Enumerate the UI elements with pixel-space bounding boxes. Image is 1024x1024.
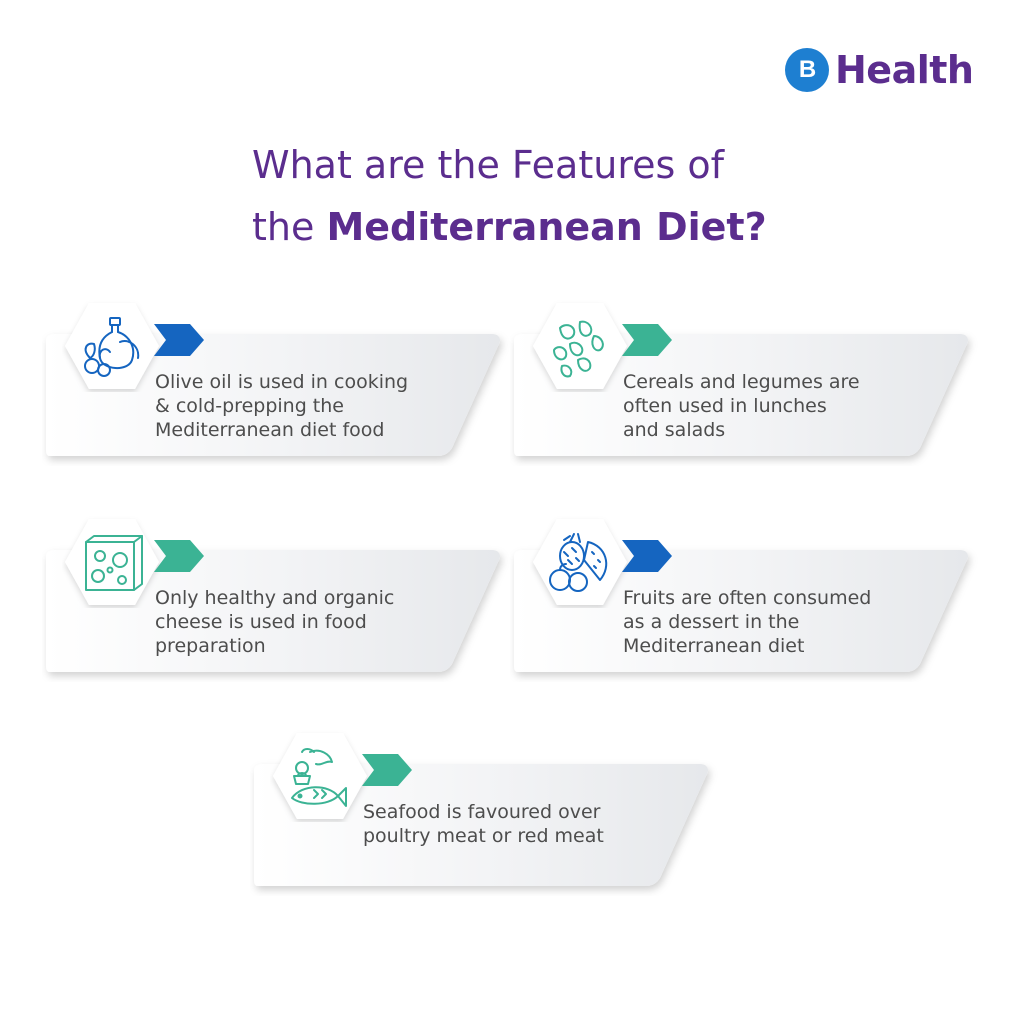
feature-card — [510, 296, 980, 466]
feature-text-line: Cereals and legumes are — [623, 371, 860, 393]
feature-text-line: Fruits are often consumed — [623, 587, 872, 609]
title-line-2-bold: Mediterranean Diet? — [326, 205, 767, 249]
feature-text-line: cheese is used in food — [155, 611, 367, 633]
title-line-2-prefix: the — [252, 205, 327, 249]
feature-card — [250, 726, 720, 896]
seafood-icon — [284, 744, 356, 808]
feature-card — [42, 512, 512, 682]
chevron-right-icon — [622, 538, 674, 574]
feature-text-line: Only healthy and organic — [155, 587, 395, 609]
brand-logo — [785, 45, 973, 95]
feature-card — [42, 296, 512, 466]
feature-text-line: poultry meat or red meat — [363, 825, 604, 847]
cheese-icon — [76, 530, 148, 594]
feature-text — [155, 586, 455, 658]
legumes-icon — [544, 314, 616, 378]
logo-letter: B — [798, 56, 816, 83]
brand-name: Health — [835, 48, 974, 92]
olive-oil-icon — [76, 314, 148, 378]
feature-text-line: preparation — [155, 635, 266, 657]
chevron-right-icon — [154, 538, 206, 574]
feature-text — [155, 370, 455, 442]
feature-text-line: Olive oil is used in cooking — [155, 371, 409, 393]
chevron-right-icon — [622, 322, 674, 358]
feature-text-line: Seafood is favoured over — [363, 801, 601, 823]
chevron-right-icon — [154, 322, 206, 358]
feature-text-line: often used in lunches — [623, 395, 827, 417]
feature-card — [510, 512, 980, 682]
fruits-icon — [544, 530, 616, 594]
feature-text-line: and salads — [623, 419, 726, 441]
feature-text-line: Mediterranean diet — [623, 635, 805, 657]
chevron-right-icon — [362, 752, 414, 788]
feature-text-line: & cold-prepping the — [155, 395, 344, 417]
feature-text-line: as a dessert in the — [623, 611, 800, 633]
feature-text — [363, 800, 663, 848]
title-line-1: What are the Features of — [252, 143, 724, 187]
feature-text-line: Mediterranean diet food — [155, 419, 385, 441]
logo-badge-icon — [785, 48, 829, 92]
page-title — [252, 134, 872, 258]
feature-text — [623, 370, 923, 442]
feature-text — [623, 586, 923, 658]
